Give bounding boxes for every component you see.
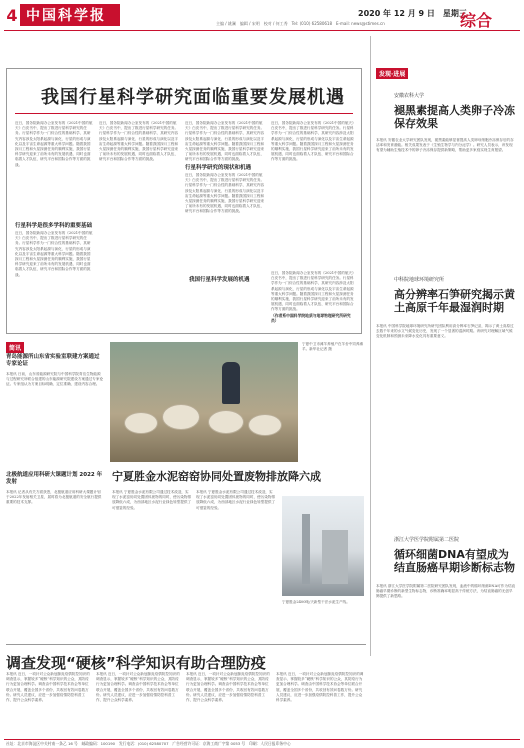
lead-subhead-2: 行星科学研究的现状和机遇 — [185, 165, 252, 171]
farmer-figure — [222, 362, 240, 404]
story2-source: 中科院地球环境研究所 — [394, 277, 445, 283]
sidebar-tag: 发现·进展 — [376, 68, 408, 79]
ningxia-title: 宁夏胜金水泥窑窑协同处置废物排放降六成 — [112, 470, 321, 483]
story3-body: 本报讯 浙江大学医学院附属第二医院研究团队发现，血液中的循环细菌DNA可作为结直肠癌早期诊断的新型生物标志物，诊断准确率明显高于传统方法，为结直肠癌的无创早筛提供了新思路。 — [376, 584, 516, 599]
bottom-col-3: 本报讯 近日，一项针对公众新冠肺炎疫情防控知识的调查显示，掌握较多“硬核”科学知识的公众，其防疫行为更加合理科学。调查由中国科学技术协会等单位联合开展，覆盖全国多个省份，共收回有效问卷数万份。研究人员建议，应进一步加强疫情防控科普工作，提升公众科学素养。 — [186, 672, 270, 703]
cement-plant-photo — [282, 496, 364, 596]
lead-col-1b: 近日，国务院新闻办公室发布的《2021中国的航天》白皮书中，提出了推进行星科学研究的任务。行星科学作为一门综合性的基础科学，其研究内容涉及太阳系起源与演化、行星的形成与演化以及宇宙生命起源等重大科学问题。随着我国探月工程和火星探测任务的顺利实施，我国行星科学研究迎来了前所未有的发展机遇，同时也面临着人才队伍、研究平台和国际合作等方面的挑战。 — [15, 231, 93, 277]
brief2-title: 北极航道应用科研大课题计划 2022 年发射 — [6, 472, 103, 485]
lead-subhead-1: 行星科学是很多学科的重要基础 — [15, 223, 93, 229]
lead-title-rule — [15, 113, 353, 114]
lead-col-3b: 近日，国务院新闻办公室发布的《2021中国的航天》白皮书中，提出了推进行星科学研究的任务。行星科学作为一门综合性的基础科学，其研究内容涉及太阳系起源与演化、行星的形成与演化以及宇宙生命起源等重大科学问题。随着我国探月工程和火星探测任务的顺利实施，我国行星科学研究迎来了前所未有的发展机遇，同时也面临着人才队伍、研究平台和国际合作等方面的挑战。 — [185, 173, 265, 214]
story2-title: 高分辨率石笋研究揭示黄土高原千年最湿润时期 — [394, 288, 515, 314]
ningxia-col-1: 本报讯 宁夏胜金水泥有限公司通过技术改造，实现了水泥窑协同处置固体废物的同时，使污染物排放降低六成，为西部地区水泥行业绿色转型提供了可借鉴的经验。 — [112, 490, 192, 510]
issue-date: 2020 年 12 月 9 日 星期三 — [358, 9, 467, 18]
ningxia-col-2: 本报讯 宁夏胜金水泥有限公司通过技术改造，实现了水泥窑协同处置固体废物的同时，使污染物排放降低六成，为西部地区水泥行业绿色转型提供了可借鉴的经验。 — [196, 490, 276, 510]
story1-source: 安徽农科大学 — [394, 93, 425, 99]
sheep-figure — [124, 412, 158, 434]
bottom-col-2: 本报讯 近日，一项针对公众新冠肺炎疫情防控知识的调查显示，掌握较多“硬核”科学知识的公众，其防疫行为更加合理科学。调查由中国科学技术协会等单位联合开展，覆盖全国多个省份，共收回有效问卷数万份。研究人员建议，应进一步加强疫情防控科普工作，提升公众科学素养。 — [96, 672, 180, 703]
lead-col-1: 近日，国务院新闻办公室发布的《2021中国的航天》白皮书中，提出了推进行星科学研究的任务。行星科学作为一门综合性的基础科学，其研究内容涉及太阳系起源与演化、行星的形成与演化以及宇宙生命起源等重大科学问题。随着我国探月工程和火星探测任务的顺利实施，我国行星科学研究迎来了前所未有的发展机遇，同时也面临着人才队伍、研究平台和国际合作等方面的挑战。 — [15, 121, 93, 167]
bottom-col-1: 本报讯 近日，一项针对公众新冠肺炎疫情防控知识的调查显示，掌握较多“硬核”科学知识的公众，其防疫行为更加合理科学。调查由中国科学技术协会等单位联合开展，覆盖全国多个省份，共收回有效问卷数万份。研究人员建议，应进一步加强疫情防控科普工作，提升公众科学素养。 — [6, 672, 90, 703]
sheep-figure — [208, 410, 244, 434]
footer-text: 社址：北京市海淀区中关村南一条乙 16 号 邮政编码：100190 发行电话：(010) 62580707 广告经营许可证：京海工商广字第 0053 号 印刷：人民日报印务中心 — [6, 741, 291, 746]
sheep-figure — [162, 404, 200, 430]
lead-article — [6, 68, 362, 334]
lead-col-3a: 近日，国务院新闻办公室发布的《2021中国的航天》白皮书中，提出了推进行星科学研究的任务。行星科学作为一门综合性的基础科学，其研究内容涉及太阳系起源与演化、行星的形成与演化以及宇宙生命起源等重大科学问题。随着我国探月工程和火星探测任务的顺利实施，我国行星科学研究迎来了前所未有的发展机遇，同时也面临着人才队伍、研究平台和国际合作等方面的挑战。 — [185, 121, 265, 161]
lead-col-4a: 近日，国务院新闻办公室发布的《2021中国的航天》白皮书中，提出了推进行星科学研究的任务。行星科学作为一门综合性的基础科学，其研究内容涉及太阳系起源与演化、行星的形成与演化以及宇宙生命起源等重大科学问题。随着我国探月工程和火星探测任务的顺利实施，我国行星科学研究迎来了前所未有的发展机遇，同时也面临着人才队伍、研究平台和国际合作等方面的挑战。 — [271, 121, 354, 162]
lead-subhead-3: 我国行星科学发展的机遇 — [189, 277, 250, 283]
bottom-col-4: 本报讯 近日，一项针对公众新冠肺炎疫情防控知识的调查显示，掌握较多“硬核”科学知识的公众，其防疫行为更加合理科学。调查由中国科学技术协会等单位联合开展，覆盖全国多个省份，共收回有效问卷数万份。研究人员建议，应进一步加强疫情防控科普工作，提升公众科学素养。 — [276, 672, 364, 703]
story3-source: 浙江大学医学院附属第二医院 — [394, 537, 460, 543]
brief2-body: 本报讯 记者从有关方面获悉，北极航道应用科研大课题计划于2022年发射相关卫星，届时将为北极航道的安全航行提供重要的技术支撑。 — [6, 490, 102, 505]
sidebar-divider — [370, 36, 371, 656]
story1-body: 本报讯 安徽农业大学研究团队发现，褪黑素能够显著提高人类卵母细胞冷冻保存后的存活率和发育潜能。相关成果发表于《生殖生物学与内分泌学》。研究人员表示，该发现有望为辅助生殖技术中的卵子冷冻保存提供新策略，帮助更多家庭实现生育愿望。 — [376, 138, 514, 153]
plant-tower — [302, 514, 310, 584]
cement-photo-caption: 宁夏胜金2400吨/天新型干法水泥生产线。 — [282, 600, 350, 604]
bottom-title: 调查发现“硬核”科学知识有助合理防疫 — [6, 654, 266, 672]
brief1-body: 本报讯 日前，山东省能源研究院与中国科学院青岛生物能源与过程研究所联合组建的山东能源研究院建设方案通过专家论证。专家组认为方案目标明确、定位准确、建设内容合理。 — [6, 372, 104, 387]
sheep-photo-caption: 宁夏中卫市滩羊养殖户在羊舍中饲养滩羊。新华社记者 摄 — [302, 342, 364, 352]
brief1-title: 青岛能源所山东省实验室联建方案通过专家论证 — [6, 354, 100, 367]
lead-col-2: 近日，国务院新闻办公室发布的《2021中国的航天》白皮书中，提出了推进行星科学研究的任务。行星科学作为一门综合性的基础科学，其研究内容涉及太阳系起源与演化、行星的形成与演化以及宇宙生命起源等重大科学问题。随着我国探月工程和火星探测任务的顺利实施，我国行星科学研究迎来了前所未有的发展机遇，同时也面临着人才队伍、研究平台和国际合作等方面的挑战。 — [99, 121, 179, 162]
section-name: 综合 — [460, 11, 493, 30]
lead-author: （作者系中国科学院地质与地球物理研究所研究员） — [271, 313, 351, 323]
masthead-logo: 中国科学报 — [26, 8, 106, 24]
bottom-rule — [6, 644, 366, 645]
masthead-bar — [4, 4, 120, 26]
story1-title: 褪黑素提高人类卵子冷冻保存效果 — [394, 104, 515, 130]
footer-rule — [4, 739, 520, 740]
story3-title: 循环细菌DNA有望成为结直肠癌早期诊断标志物 — [394, 548, 515, 574]
sheep-figure — [248, 414, 282, 436]
plant-building — [322, 530, 348, 584]
story2-body: 本报讯 中国科学院地球环境研究所研究团队利用高分辨率石笋记录，揭示了黄土高原过去数千年来的水文气候变化历史，发现了一个显著的湿润时期。该研究对理解区域气候变化机制和预测未来降水变化具有重要意义。 — [376, 324, 514, 339]
lead-title: 我国行星科学研究面临重要发展机遇 — [41, 87, 345, 108]
sheep-photo — [110, 342, 298, 462]
editor-meta: 主编 / 姚澜 编辑 / 宋明 校对 / 何工秀 Tel: (010) 62580618 E-mail: news@stimes.cn — [216, 21, 385, 26]
header-rule — [4, 30, 520, 31]
page-number: 4 — [4, 4, 20, 26]
briefs-tag: 简讯 — [6, 342, 24, 353]
lead-col-4b: 近日，国务院新闻办公室发布的《2021中国的航天》白皮书中，提出了推进行星科学研究的任务。行星科学作为一门综合性的基础科学，其研究内容涉及太阳系起源与演化、行星的形成与演化以及宇宙生命起源等重大科学问题。随着我国探月工程和火星探测任务的顺利实施，我国行星科学研究迎来了前所未有的发展机遇，同时也面临着人才队伍、研究平台和国际合作等方面的挑战。 — [271, 271, 354, 311]
